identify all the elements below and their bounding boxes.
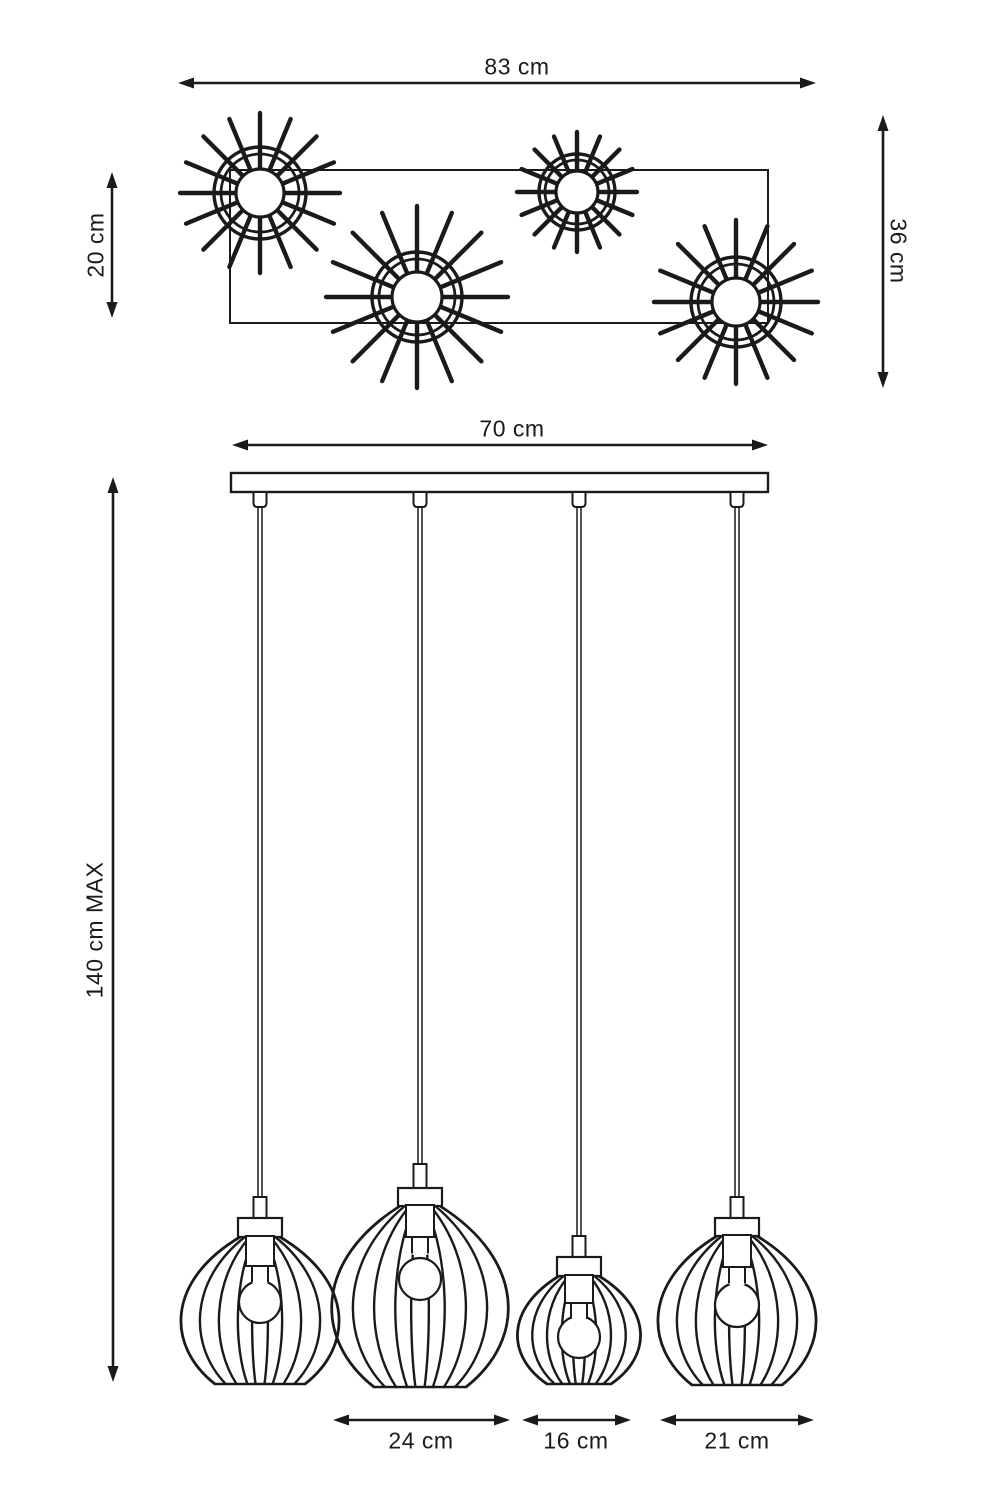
cord-grips <box>254 492 744 507</box>
arrowhead <box>878 372 889 388</box>
bulb-neck-fill <box>413 1237 428 1255</box>
cord-grip <box>731 492 744 507</box>
dimension-16cm <box>522 1415 631 1426</box>
arrowhead <box>798 1415 814 1426</box>
bulb-globe <box>239 1281 281 1323</box>
top-view <box>180 113 818 388</box>
light-bulb <box>399 1205 441 1300</box>
sunburst-center-hole <box>392 272 442 322</box>
lamp-socket-cap <box>557 1257 601 1276</box>
arrowhead <box>522 1415 538 1426</box>
lamp-stem <box>573 1236 586 1257</box>
dim-label-shade-medium: 24 cm <box>388 1427 454 1454</box>
lamp-stem <box>731 1197 744 1218</box>
bulb-neck-fill <box>730 1267 745 1285</box>
lamp-socket-cap <box>715 1218 759 1236</box>
arrowhead <box>108 1366 119 1382</box>
arrowhead <box>494 1415 510 1426</box>
sunburst-shade-4 <box>654 220 818 384</box>
arrowhead <box>878 115 889 131</box>
sunburst-center-hole <box>236 169 284 217</box>
arrowhead <box>107 302 118 318</box>
cage-rib <box>435 1206 487 1387</box>
dim-label-shade-large: 21 cm <box>704 1427 770 1454</box>
bulb-socket-tube <box>565 1275 593 1303</box>
dimension-140cm-max <box>108 477 119 1382</box>
arrowhead <box>800 78 816 89</box>
lamp-stem <box>254 1197 267 1218</box>
dim-label-top-width: 83 cm <box>484 53 550 80</box>
dim-label-top-view-height: 36 cm <box>885 218 912 284</box>
pendant-lamp-1 <box>181 506 339 1384</box>
cord-grip <box>414 492 427 507</box>
front-view <box>181 473 816 1387</box>
arrowhead <box>107 172 118 188</box>
bulb-socket-tube <box>246 1236 274 1266</box>
lamp-socket-cap <box>398 1188 442 1206</box>
bulb-socket-tube <box>406 1205 434 1237</box>
pendant-lamps <box>181 506 816 1387</box>
light-bulb <box>715 1235 759 1327</box>
cord-grip <box>573 492 586 507</box>
arrowhead <box>108 477 119 493</box>
cage-rib <box>353 1206 405 1387</box>
arrowhead <box>615 1415 631 1426</box>
sunburst-shade-2 <box>326 206 508 388</box>
arrowhead <box>333 1415 349 1426</box>
sunburst-center-hole <box>556 171 598 213</box>
dimension-24cm <box>333 1415 510 1426</box>
dim-label-canopy-width: 70 cm <box>479 415 545 442</box>
canopy-bar <box>231 473 768 492</box>
lamp-stem <box>414 1164 427 1188</box>
sunburst-center-hole <box>712 278 760 326</box>
light-bulb <box>239 1236 281 1323</box>
bulb-neck-fill <box>253 1266 268 1284</box>
sunburst-shade-3 <box>517 132 637 252</box>
bulb-globe <box>399 1258 441 1300</box>
bulb-socket-tube <box>723 1235 751 1267</box>
pendant-lamp-4 <box>658 506 816 1385</box>
dim-label-shade-small: 16 cm <box>543 1427 609 1454</box>
dim-label-max-drop: 140 cm MAX <box>81 861 108 999</box>
cord-grip <box>254 492 267 507</box>
dimension-21cm <box>660 1415 814 1426</box>
light-bulb <box>558 1275 600 1358</box>
bulb-globe <box>558 1316 600 1358</box>
arrowhead <box>752 440 768 451</box>
bulb-globe <box>715 1283 759 1327</box>
pendant-lamp-3 <box>517 506 640 1384</box>
bulb-neck-fill <box>572 1303 587 1321</box>
dim-label-plate-depth: 20 cm <box>82 212 109 278</box>
arrowhead <box>178 78 194 89</box>
pendant-lamp-2 <box>332 506 509 1387</box>
sunburst-shade-1 <box>180 113 340 273</box>
arrowhead <box>660 1415 676 1426</box>
arrowhead <box>232 440 248 451</box>
lamp-socket-cap <box>238 1218 282 1237</box>
